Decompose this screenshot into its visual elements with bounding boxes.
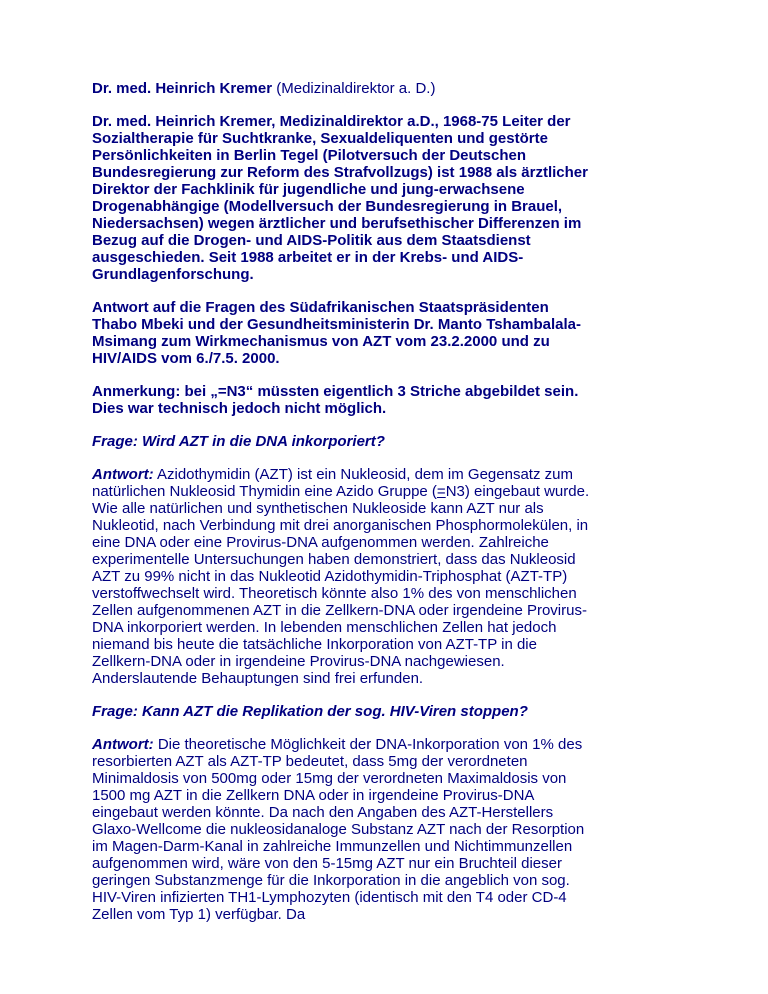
author-name: Dr. med. Heinrich Kremer <box>92 80 273 97</box>
author-bio: Dr. med. Heinrich Kremer, Medizinaldirektor a.D., 1968-75 Leiter der Sozialtherapie für Suchtkranke, Sexualdeliquenten und gestörte Persönlichkeiten in Berlin Tegel (Pilotversuch der Deutschen Bundesregierung zur Reform des Strafvollzugs) ist 1988 als ärztlicher Direktor der Fachklinik für jugendliche und jung-erwachsene Drogenabhängige (Modellversuch der Bundesregierung in Brauel, Niedersachsen) wegen ärztlicher und berufsethischer Differenzen im Bezug auf die Drogen- und AIDS-Politik aus dem Staatsdienst ausgeschieden. Seit 1988 arbeitet er in der Krebs- und AIDS-Grundlagenforschung. <box>92 113 588 283</box>
question-1: Frage: Wird AZT in die DNA inkorporiert? <box>92 433 385 450</box>
answer-1-text-b: N3) eingebaut wurde. Wie alle natürlichen und synthetischen Nukleoside kann AZT nur als Nukleotid, nach Verbindung mit drei anorganischen Phosphormolekülen, in eine DNA oder eine Provirus-DNA aufgenommen werden. Zahlreiche experimentelle Untersuchungen haben demonstriert, dass das Nukleosid AZT zu 99% nicht in das Nukleotid Azidothymidin-Triphosphat (AZT-TP) verstoffwechselt wird. Theoretisch könnte also 1% des von menschlichen Zellen aufgenommenen AZT in die Zellkern-DNA oder irgendeine Provirus-DNA inkorporiert werden. In lebenden menschlichen Zellen hat jedoch niemand bis heute die tatsächliche Inkorporation von AZT-TP in die Zellkern-DNA oder in irgendeine Provirus-DNA nachgewiesen. Anderslautende Behauptungen sind frei erfunden. <box>92 483 590 687</box>
answer-2 <box>92 736 592 923</box>
document-body <box>92 80 592 939</box>
answer-1-text-a: Azidothymidin (AZT) ist ein Nukleosid, dem im Gegensatz zum natürlichen Nukleosid Thymidin eine Azido Gruppe ( <box>92 466 573 500</box>
technical-note: Anmerkung: bei „=N3“ müssten eigentlich 3 Striche abgebildet sein. Dies war technisch jedoch nicht möglich. <box>92 383 579 417</box>
author-heading <box>92 80 592 97</box>
author-title: (Medizinaldirektor a. D.) <box>272 80 436 97</box>
question-2: Frage: Kann AZT die Replikation der sog. HIV-Viren stoppen? <box>92 703 528 720</box>
answer-1-label: Antwort: <box>92 466 154 483</box>
intro-paragraph: Antwort auf die Fragen des Südafrikanischen Staatspräsidenten Thabo Mbeki und der Gesundheitsministerin Dr. Manto Tshambalala-Msimang zum Wirkmechanismus von AZT vom 23.2.2000 und zu HIV/AIDS vom 6./7.5. 2000. <box>92 299 581 367</box>
answer-1-underlined: = <box>436 483 446 500</box>
answer-1 <box>92 466 592 687</box>
answer-2-text: Die theoretische Möglichkeit der DNA-Inkorporation von 1% des resorbierten AZT als AZT-TP bedeutet, dass 5mg der verordneten Minimaldosis von 500mg oder 15mg der verordneten Maximaldosis von 1500 mg AZT in die Zellkern DNA oder in irgendeine Provirus-DNA eingebaut werden könnte. Da nach den Angaben des AZT-Herstellers Glaxo-Wellcome die nukleosidanaloge Substanz AZT nach der Resorption im Magen-Darm-Kanal in zahlreiche Immunzellen und Nichtimmunzellen aufgenommen wird, wäre von den 5-15mg AZT nur ein Bruchteil dieser geringen Substanzmenge für die Inkorporation in die angeblich von sog. HIV-Viren infizierten TH1-Lymphozyten (identisch mit den T4 oder CD-4 Zellen vom Typ 1) verfügbar. Da <box>92 736 585 923</box>
answer-2-label: Antwort: <box>92 736 154 753</box>
